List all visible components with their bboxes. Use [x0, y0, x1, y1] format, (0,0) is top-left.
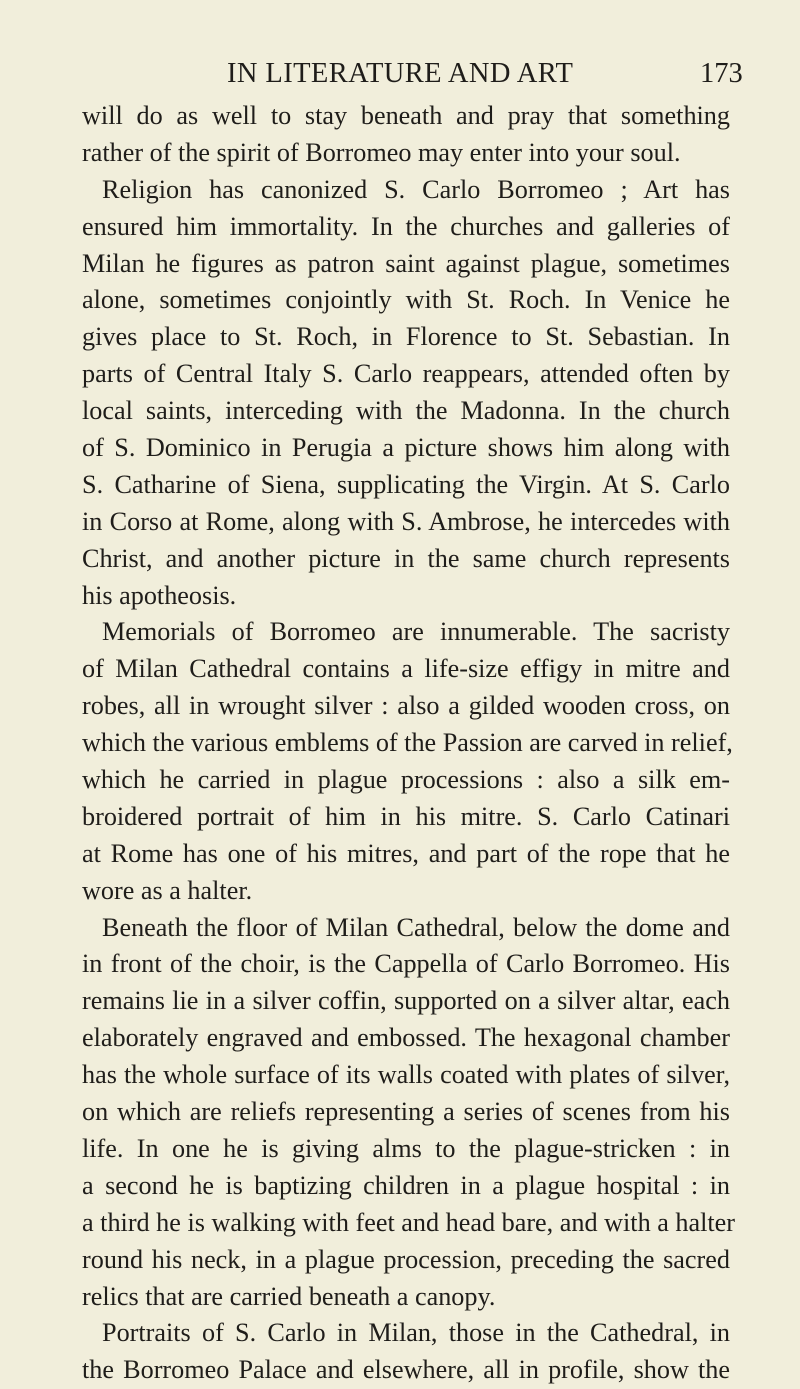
text-line: a third he is walking with feet and head bare, and with a halter — [82, 1207, 735, 1237]
text-line: wore as a halter. — [82, 875, 253, 905]
text-line: Memorials of Borromeo are innumerable. The sacristy — [102, 617, 730, 647]
running-title: IN LITERATURE AND ART — [227, 58, 574, 89]
text-line: Milan he figures as patron saint against plague, sometimes — [82, 248, 730, 278]
text-line: broidered portrait of him in his mitre. S. Carlo Catinari — [82, 801, 730, 831]
text-line: Portraits of S. Carlo in Milan, those in the Cathedral, in — [102, 1318, 730, 1348]
text-line: local saints, interceding with the Madonna. In the church — [82, 396, 730, 426]
text-line: life. In one he is giving alms to the plague-stricken : in — [82, 1133, 730, 1163]
text-line: round his neck, in a plague procession, preceding the sacred — [82, 1244, 730, 1274]
text-line: robes, all in wrought silver : also a gilded wooden cross, on — [82, 691, 730, 721]
text-line: remains lie in a silver coffin, supported on a silver altar, each — [82, 986, 730, 1016]
text-line: parts of Central Italy S. Carlo reappears, attended often by — [82, 359, 730, 389]
text-line: which the various emblems of the Passion are carved in relief, — [82, 728, 733, 758]
text-line: which he carried in plague processions : also a silk em- — [82, 765, 730, 795]
text-line: elaborately engraved and embossed. The hexagonal chamber — [82, 1023, 730, 1053]
text-line: relics that are carried beneath a canopy. — [82, 1281, 496, 1311]
text-line: on which are reliefs representing a series of scenes from his — [82, 1097, 730, 1127]
text-line: a second he is baptizing children in a plague hospital : in — [82, 1170, 730, 1200]
text-line: will do as well to stay beneath and pray that something — [82, 101, 730, 130]
page-number: 173 — [700, 58, 743, 89]
text-line: in front of the choir, is the Cappella of Carlo Borromeo. His — [82, 949, 730, 979]
text-line: in Corso at Rome, along with S. Ambrose, he intercedes with — [82, 506, 730, 536]
text-line: the Borromeo Palace and elsewhere, all in profile, show the — [82, 1355, 730, 1385]
text-line: ensured him immortality. In the churches and galleries of — [82, 211, 730, 241]
text-line: at Rome has one of his mitres, and part of the rope that he — [82, 838, 730, 868]
text-line: Christ, and another picture in the same church represents — [82, 543, 730, 573]
text-line: rather of the spirit of Borromeo may enter into your soul. — [82, 137, 681, 167]
text-line: his apotheosis. — [82, 580, 237, 610]
text-line: Beneath the floor of Milan Cathedral, below the dome and — [102, 912, 730, 942]
text-line: gives place to St. Roch, in Florence to St. Sebastian. In — [82, 322, 730, 352]
text-line: S. Catharine of Siena, supplicating the Virgin. At S. Carlo — [82, 469, 730, 499]
text-line: alone, sometimes conjointly with St. Roch. In Venice he — [82, 285, 730, 315]
running-head — [0, 58, 800, 98]
body-text — [82, 98, 735, 1389]
text-line: has the whole surface of its walls coated with plates of silver, — [82, 1060, 730, 1090]
text-line: Religion has canonized S. Carlo Borromeo ; Art has — [102, 174, 730, 204]
text-line: of Milan Cathedral contains a life-size effigy in mitre and — [82, 654, 730, 684]
text-line: of S. Dominico in Perugia a picture shows him along with — [82, 433, 730, 463]
